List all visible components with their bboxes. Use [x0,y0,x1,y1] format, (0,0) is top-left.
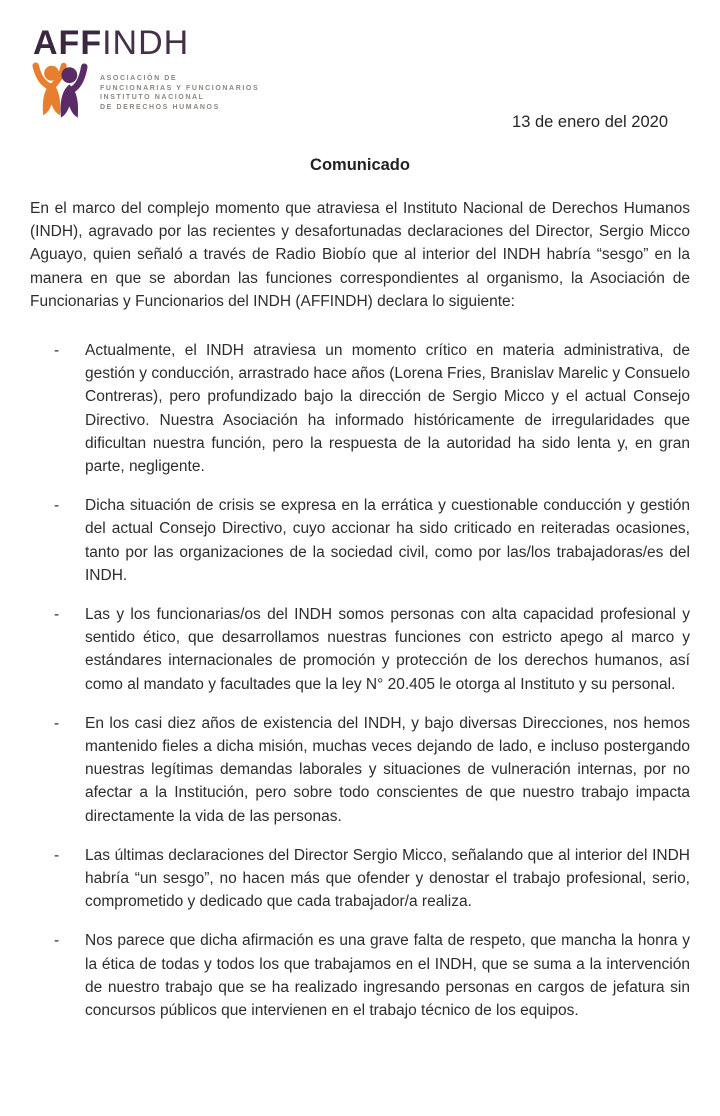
people-figures-icon [32,62,88,120]
document-header [30,24,690,131]
bullet-dash: - [54,606,60,624]
logo-wordmark-bold: AFF [33,24,103,62]
bullet-dash: - [54,342,60,360]
tagline-line-2: FUNCIONARIAS Y FUNCIONARIOS [100,84,260,92]
list-item [30,494,690,587]
bullet-text: Actualmente, el INDH atraviesa un momento crítico en materia administrativa, de gestión y conducción, arrastrado hace años (Lorena Fries, Branislav Marelic y Consuelo Contreras), pero profundizado bajo la dirección de Sergio Micco y el actual Consejo Directivo. Nuestra Asociación ha informado históricamente de irregularidades que dificultan nuestra función, pero la respuesta de la autoridad ha sido lenta y, en gran parte, negligente. [85,342,690,476]
bullet-dash: - [54,714,60,732]
logo-tagline [100,74,259,112]
list-item [30,603,690,696]
bullet-text: Dicha situación de crisis se expresa en la errática y cuestionable conducción y gestión del actual Consejo Directivo, cuyo accionar ha sido criticado en reiteradas ocasiones, tanto por las organizaciones de la sociedad civil, como por las/los trabajadoras/es del INDH. [85,497,690,584]
logo-wordmark-light: INDH [102,24,190,62]
tagline-line-3: INSTITUTO NACIONAL [100,94,205,101]
document-body [30,197,690,1022]
document-date: 13 de enero del 2020 [512,113,668,131]
list-item [30,844,690,914]
bullet-dash: - [54,497,60,515]
logo-wordmark [33,26,690,60]
intro-paragraph: En el marco del complejo momento que atraviesa el Instituto Nacional de Derechos Humanos (INDH), agravado por las recientes y desafortunadas declaraciones del Director, Sergio Micco Aguayo, quien señaló a través de Radio Biobío que al interior del INDH habría “sesgo” en la manera en que se abordan las funciones correspondientes al organismo, la Asociación de Funcionarias y Funcionarios del INDH (AFFINDH) declara lo siguiente: [30,200,690,310]
logo-row [30,62,690,120]
bullet-dash: - [54,932,60,950]
list-item [30,339,690,478]
bullet-text: Las últimas declaraciones del Director Sergio Micco, señalando que al interior del INDH habría “un sesgo”, no hacen más que ofender y denostar el trabajo profesional, serio, comprometido y dedicado que cada trabajador/a realiza. [85,846,690,911]
list-item [30,712,690,828]
statement-list [30,339,690,1022]
bullet-dash: - [54,846,60,864]
bullet-text: Nos parece que dicha afirmación es una grave falta de respeto, que mancha la honra y la ética de todas y todos los que trabajamos en el INDH, que se suma a la intervención de nuestro trabajo que se ha realizado ingresando personas en cargos de jefatura sin concursos públicos que intervienen en el trabajo técnico de los equipos. [85,932,690,1020]
list-item [30,929,690,1022]
bullet-text: Las y los funcionarias/os del INDH somos personas con alta capacidad profesional y sentido ético, que desarrollamos nuestras funciones con estricto apego al marco y estándares internacionales de promoción y protección de los derechos humanos, así como al mandato y facultades que la ley N° 20.405 le otorga al Instituto y su personal. [85,606,690,693]
bullet-text: En los casi diez años de existencia del INDH, y bajo diversas Direcciones, nos hemos mantenido fieles a dicha misión, muchas veces dejando de lado, e incluso postergando nuestras legítimas demandas laborales y situaciones de vulneración internas, por no afectar a la Institución, pero sobre todo conscientes de que nuestro trabajo impacta directamente la vida de las personas. [85,714,690,825]
tagline-line-1: ASOCIACIÓN DE [100,75,178,82]
tagline-line-4: DE DERECHOS HUMANOS [100,103,220,111]
document-title: Comunicado [310,156,410,174]
affindh-logo [30,26,690,120]
